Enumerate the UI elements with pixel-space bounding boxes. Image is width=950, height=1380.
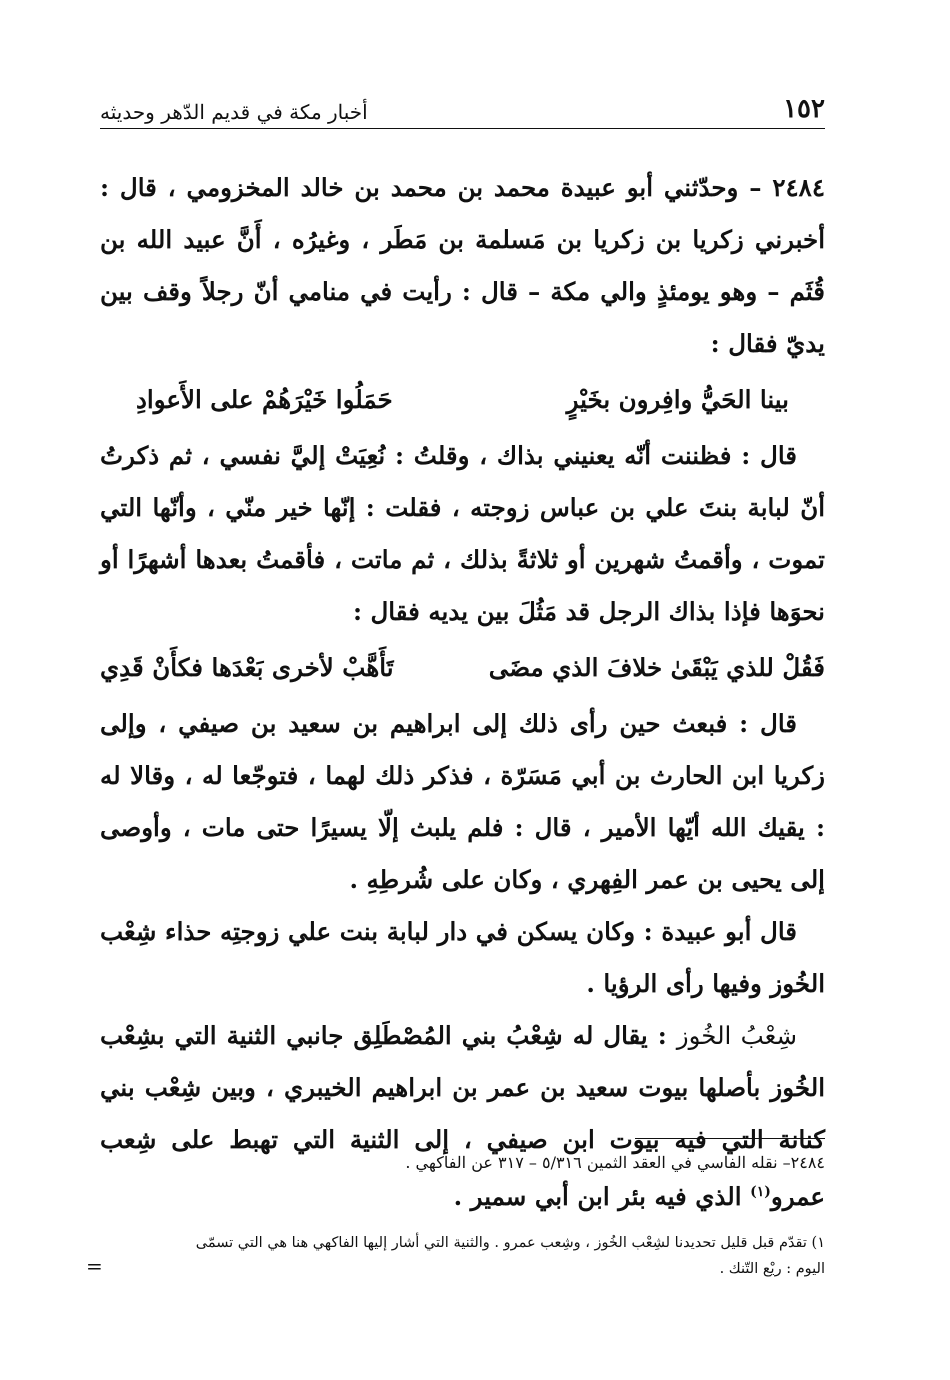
verse-line-1 <box>100 374 825 426</box>
paragraph-5-end: الذي فيه بئر ابن أبي سمير . <box>453 1182 742 1212</box>
running-title: أخبار مكة في قديم الدّهر وحديثه <box>100 100 368 124</box>
paragraph-5-text: : يقال له شِعْبُ بني المُصْطَلِق جانبي الثنية التي بشِعْب الخُوز بأصلها بيوت سعيد بن عمر بن ابراهيم الخيبري ، وبين شِعْب بني كنانة التي فيه بيوت ابن صيفي ، إلى الثنية التي تهبط على شِعب عمرو <box>100 1021 825 1212</box>
verse-1-first-hemistich: بينا الحَيُّ وافِرون بخَيْرٍ <box>566 385 789 414</box>
page-header <box>100 84 825 124</box>
paragraph-2484: ٢٤٨٤ – وحدّثني أبو عبيدة محمد بن محمد بن خالد المخزومي ، قال : أخبرني زكريا بن زكريا بن مَسلمة بن مَطَر ، وغيرُه ، أَنَّ عبيد الله بن قُثَم – وهو يومئذٍ والي مكة – قال : رأيت في منامي أنّ رجلاً وقف بين يديّ فقال : <box>100 173 825 358</box>
footnote-1: ١) تقدّم قبل قليل تحديدنا لشِعْب الخُوز ، وشِعب عمرو . والثنية التي أشار إليها الفاكهي هنا هي التي تسمّى اليوم : ريْع التّنك . <box>195 1235 825 1277</box>
verse-2-first-hemistich: فَقُلْ للذي يَبْقَىٰ خلافَ الذي مضَى <box>488 653 825 682</box>
verse-line-2 <box>100 642 825 694</box>
paragraph-3: قال : فبعث حين رأى ذلك إلى ابراهيم بن سعيد بن صيفي ، وإلى زكريا ابن الحارث بن أبي مَسَرّة ، فذكر ذلك لهما ، فتوجّعا له ، وقالا له : يقيك الله أيّها الأمير ، قال : فلم يلبث إلّا يسيرًا حتى مات ، وأوصى إلى يحيى بن عمر الفِهري ، وكان على شُرطِهِ . <box>100 709 825 894</box>
page-number: ١٥٢ <box>783 94 825 124</box>
footnote-2484: ٢٤٨٤– نقله الفاسي في العقد الثمين ٥/٣١٦ – ٣١٧ عن الفاكهي . <box>405 1153 825 1172</box>
footnote-reference[interactable]: (١) <box>750 1184 771 1200</box>
verse-2-second-hemistich: تَأَهَّبْ لأخرى بَعْدَها فكأَنْ قَدِي <box>100 653 394 682</box>
paragraph-2: قال : فظننت أنّه يعنيني بذاك ، وقلتُ : نُعِيَتْ إليَّ نفسي ، ثم ذكرتُ أنّ لبابة بنتَ علي بن عباس زوجته ، فقلت : إنّها خير منّي ، وأنّها التي تموت ، وأقمتُ شهرين أو ثلاثةً بذلك ، ثم ماتت ، فأقمتُ بعدها أشهرًا أو نحوَها فإذا بذاك الرجل قد مَثُلَ بين يديه فقال : <box>100 441 825 626</box>
paragraph-4: قال أبو عبيدة : وكان يسكن في دار لبابة بنت علي زوجتِه حذاء شِعْب الخُوز وفيها رأى الرؤيا . <box>100 917 825 998</box>
header-divider <box>100 128 825 129</box>
term-shib-alkhuz: شِعْبُ الخُوز <box>676 1021 797 1050</box>
margin-mark: = <box>86 1254 103 1278</box>
main-text <box>100 162 825 1223</box>
footnote-divider <box>635 1138 825 1139</box>
verse-1-second-hemistich: حَمَلُوا خَيْرَهُمْ على الأَعوادِ <box>136 385 393 414</box>
paragraph-5 <box>100 1010 825 1223</box>
